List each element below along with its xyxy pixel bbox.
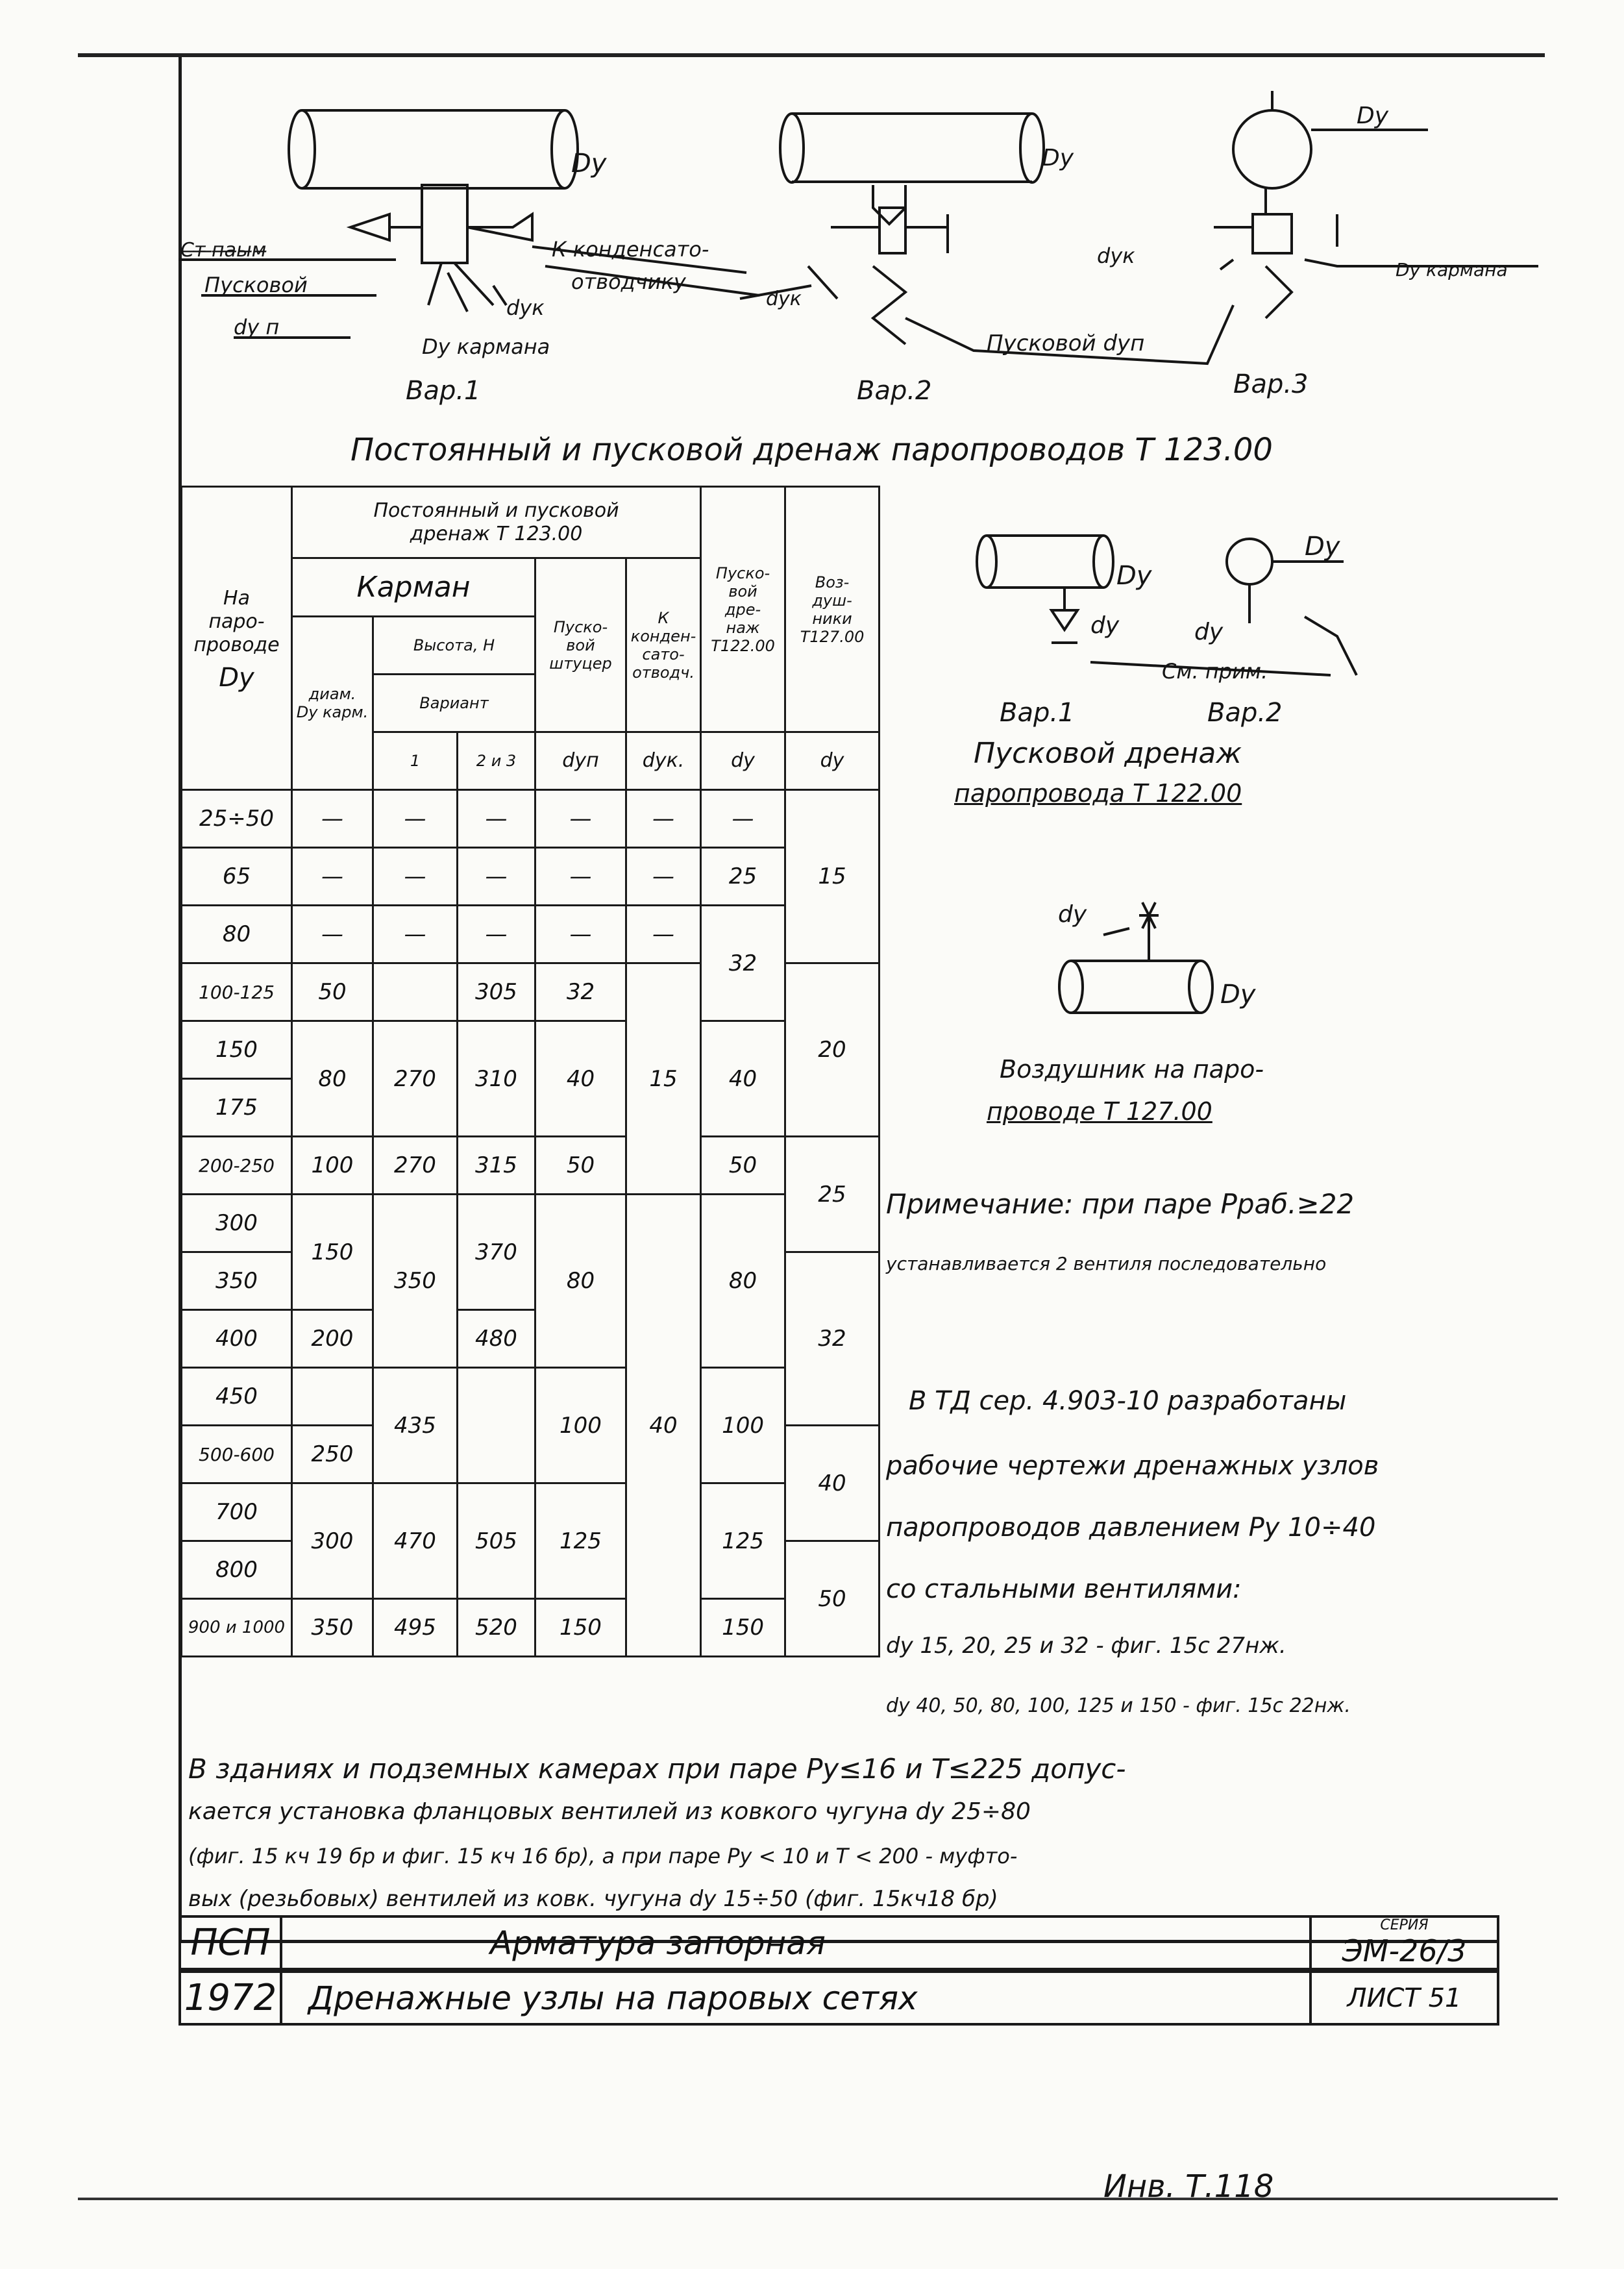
start-drain-header: Пуско- вой дре- наж Т122.00 bbox=[701, 487, 785, 732]
height-header: Высота, Н bbox=[373, 617, 535, 675]
table-row bbox=[182, 790, 880, 848]
start-drain-var1: Вар.1 bbox=[1000, 698, 1075, 728]
table-cell: 200-250 bbox=[182, 1137, 292, 1195]
table-cell: 435 bbox=[373, 1368, 458, 1483]
variant-23-header: 2 и 3 bbox=[458, 732, 535, 790]
table-row bbox=[182, 848, 880, 906]
table-cell: 80 bbox=[292, 1021, 373, 1137]
stamp-sheet: ЛИСТ 51 bbox=[1309, 1970, 1499, 2026]
start-drain-caption-1: Пусковой дренаж bbox=[974, 737, 1242, 770]
var1-annot-3: dу п bbox=[234, 315, 280, 340]
note-line-5: паропроводов давлением Ру 10÷40 bbox=[886, 1513, 1376, 1543]
var3-dyk-label: dук bbox=[1097, 243, 1135, 268]
table-cell bbox=[458, 1368, 535, 1483]
table-cell: 65 bbox=[182, 848, 292, 906]
table-cell: — bbox=[458, 790, 535, 848]
table-cell: 100 bbox=[701, 1368, 785, 1483]
table-cell: — bbox=[535, 848, 626, 906]
table-cell: 50 bbox=[785, 1541, 880, 1657]
var2-dyk-label: dук bbox=[766, 288, 802, 310]
drain-table bbox=[180, 486, 880, 1657]
table-row bbox=[182, 1137, 880, 1195]
start-drain-dy-small-2: dу bbox=[1194, 619, 1224, 645]
air-vent-caption-1: Воздушник на паро- bbox=[1000, 1055, 1264, 1084]
table-cell: 250 bbox=[292, 1426, 373, 1483]
variant-header: Вариант bbox=[373, 675, 535, 732]
table-cell bbox=[292, 1368, 373, 1426]
var2-drain-label: Пусковой dуп bbox=[987, 330, 1145, 356]
table-cell: 310 bbox=[458, 1021, 535, 1137]
note-line-8: dу 40, 50, 80, 100, 125 и 150 - фиг. 15с 22нж. bbox=[886, 1694, 1351, 1717]
table-cell: 305 bbox=[458, 963, 535, 1021]
diam-header: диам. Dу карм. bbox=[292, 617, 373, 790]
table-cell: 40 bbox=[626, 1195, 701, 1657]
table-cell: 150 bbox=[535, 1599, 626, 1657]
bottom-note-2: кается установка фланцовых вентилей из ковкого чугуна dу 25÷80 bbox=[188, 1798, 1031, 1825]
table-cell: — bbox=[373, 848, 458, 906]
table-cell: — bbox=[626, 790, 701, 848]
table-cell: — bbox=[292, 906, 373, 963]
table-cell: 480 bbox=[458, 1310, 535, 1368]
air-vent-dy: Dу bbox=[1220, 980, 1256, 1010]
start-drain-dy-2: Dу bbox=[1305, 532, 1340, 562]
title-block bbox=[178, 1915, 1499, 2026]
table-cell: 40 bbox=[535, 1021, 626, 1137]
dup-header: dуп bbox=[535, 732, 626, 790]
table-cell: 505 bbox=[458, 1483, 535, 1599]
stamp-title: Арматура запорная bbox=[280, 1915, 1312, 1970]
table-cell: 350 bbox=[292, 1599, 373, 1657]
table-cell: 50 bbox=[292, 963, 373, 1021]
table-cell: 100-125 bbox=[182, 963, 292, 1021]
table-cell: 315 bbox=[458, 1137, 535, 1195]
table-cell: 80 bbox=[182, 906, 292, 963]
table-cell: — bbox=[535, 906, 626, 963]
table-row bbox=[182, 1195, 880, 1252]
table-cell: 175 bbox=[182, 1079, 292, 1137]
table-cell: 40 bbox=[785, 1426, 880, 1541]
table-cell: 80 bbox=[701, 1195, 785, 1368]
col-dy-header: На паро- проводе Dу bbox=[182, 487, 292, 790]
var3-dy-label: Dу bbox=[1357, 103, 1389, 129]
air-vent-dy-small: dу bbox=[1058, 901, 1087, 928]
stamp-subtitle: Дренажные узлы на паровых сетях bbox=[280, 1970, 1312, 2026]
table-cell: — bbox=[292, 790, 373, 848]
start-drain-note: См. прим. bbox=[1162, 659, 1268, 684]
var1-dyk-label: dук bbox=[506, 295, 545, 320]
bottom-note-1: В зданиях и подземных камерах при паре Ру≤16 и Т≤225 допус- bbox=[188, 1753, 1126, 1785]
pocket-header: Карман bbox=[292, 558, 535, 617]
air-dy-header: dу bbox=[785, 732, 880, 790]
var1-condensate-2: отводчику bbox=[571, 269, 686, 294]
var3-pocket-label: Dу кармана bbox=[1396, 259, 1508, 280]
stamp-series: ЭМ-26/3 bbox=[1342, 1933, 1467, 1968]
table-cell: 125 bbox=[701, 1483, 785, 1599]
table-cell: 15 bbox=[626, 963, 701, 1195]
stamp-org: ПСП bbox=[178, 1915, 282, 1970]
var2-dy-label: Dу bbox=[1042, 145, 1074, 171]
table-cell: — bbox=[535, 790, 626, 848]
note-line-6: со стальными вентилями: bbox=[886, 1574, 1242, 1604]
table-cell: 100 bbox=[535, 1368, 626, 1483]
var1-label: Вар.1 bbox=[406, 376, 481, 406]
bottom-note-3: (фиг. 15 кч 19 бр и фиг. 15 кч 16 бр), а при паре Ру < 10 и Т < 200 - муфто- bbox=[188, 1844, 1018, 1868]
table-row bbox=[182, 1599, 880, 1657]
note-line-2: устанавливается 2 вентиля последовательно bbox=[886, 1253, 1327, 1274]
dyk-header: dук. bbox=[626, 732, 701, 790]
start-drain-var2: Вар.2 bbox=[1207, 698, 1283, 728]
note-line-3: В ТД сер. 4.903-10 разработаны bbox=[909, 1386, 1347, 1416]
start-drain-caption-2: паропровода Т 122.00 bbox=[954, 779, 1242, 808]
stamp-series-label: СЕРИЯ bbox=[1380, 1917, 1429, 1933]
stamp-year: 1972 bbox=[178, 1970, 282, 2026]
table-cell: 50 bbox=[701, 1137, 785, 1195]
main-title: Постоянный и пусковой дренаж паропроводов Т 123.00 bbox=[351, 432, 1273, 468]
table-cell: 450 bbox=[182, 1368, 292, 1426]
table-cell: 80 bbox=[535, 1195, 626, 1368]
note-line-1: Примечание: при паре Рраб.≥22 bbox=[886, 1188, 1355, 1220]
table-cell: 900 и 1000 bbox=[182, 1599, 292, 1657]
table-cell: 32 bbox=[701, 906, 785, 1021]
start-drain-dy-1: Dу bbox=[1116, 561, 1152, 591]
note-line-7: dу 15, 20, 25 и 32 - фиг. 15с 27нж. bbox=[886, 1633, 1286, 1659]
var1-annot-2: Пусковой bbox=[204, 273, 308, 297]
air-vent-caption-2: проводе Т 127.00 bbox=[987, 1097, 1212, 1126]
table-row bbox=[182, 906, 880, 963]
table-cell: — bbox=[458, 906, 535, 963]
table-cell: 370 bbox=[458, 1195, 535, 1310]
note-line-4: рабочие чертежи дренажных узлов bbox=[886, 1451, 1379, 1481]
table-cell: — bbox=[373, 906, 458, 963]
table-cell: 800 bbox=[182, 1541, 292, 1599]
table-cell: 25 bbox=[701, 848, 785, 906]
bottom-note-4: вых (резьбовых) вентилей из ковк. чугуна dу 15÷50 (фиг. 15кч18 бр) bbox=[188, 1886, 998, 1912]
table-cell: 700 bbox=[182, 1483, 292, 1541]
var1-dy-label: Dу bbox=[571, 149, 607, 179]
var1-condensate-1: К конденсато- bbox=[552, 237, 709, 262]
table-cell: 20 bbox=[785, 963, 880, 1137]
to-condensate-header: К конден- сато- отводч. bbox=[626, 558, 701, 732]
table-cell: — bbox=[458, 848, 535, 906]
table-cell: 125 bbox=[535, 1483, 626, 1599]
table-cell: — bbox=[626, 848, 701, 906]
table-cell: 495 bbox=[373, 1599, 458, 1657]
table-cell: 150 bbox=[292, 1195, 373, 1310]
table-cell: 500-600 bbox=[182, 1426, 292, 1483]
table-cell: 32 bbox=[785, 1252, 880, 1426]
table-row bbox=[182, 1483, 880, 1541]
table-cell: 15 bbox=[785, 790, 880, 963]
stamp-series-box bbox=[1309, 1915, 1499, 1970]
table-cell: 32 bbox=[535, 963, 626, 1021]
table-cell: 25÷50 bbox=[182, 790, 292, 848]
var1-pocket-label: Dу кармана bbox=[422, 334, 550, 359]
table-cell: 40 bbox=[701, 1021, 785, 1137]
air-vent-header: Воз- душ- ники Т127.00 bbox=[785, 487, 880, 732]
table-cell: 300 bbox=[292, 1483, 373, 1599]
table-cell: — bbox=[373, 790, 458, 848]
table-cell: 100 bbox=[292, 1137, 373, 1195]
table-row bbox=[182, 1368, 880, 1426]
table-cell: 25 bbox=[785, 1137, 880, 1252]
table-cell: 350 bbox=[182, 1252, 292, 1310]
start-fitting-header: Пуско- вой штуцер bbox=[535, 558, 626, 732]
group-title: Постоянный и пусковой дренаж Т 123.00 bbox=[292, 487, 701, 558]
table-row bbox=[182, 1021, 880, 1079]
table-cell: 200 bbox=[292, 1310, 373, 1368]
table-cell: 350 bbox=[373, 1195, 458, 1368]
table-cell: 520 bbox=[458, 1599, 535, 1657]
start-drain-dy-small-1: dу bbox=[1090, 612, 1120, 639]
var1-annot-1: С̶т̶ ̶п̶а̶ы̶м̶ bbox=[180, 239, 267, 262]
table-cell: — bbox=[292, 848, 373, 906]
table-cell: 400 bbox=[182, 1310, 292, 1368]
table-cell: 270 bbox=[373, 1021, 458, 1137]
inventory-signature: Инв. Т.118 bbox=[1103, 2168, 1274, 2205]
table-cell: 470 bbox=[373, 1483, 458, 1599]
table-cell: 150 bbox=[701, 1599, 785, 1657]
variant-1-header: 1 bbox=[373, 732, 458, 790]
var2-label: Вар.2 bbox=[857, 376, 932, 406]
var3-label: Вар.3 bbox=[1233, 369, 1309, 399]
table-cell: 150 bbox=[182, 1021, 292, 1079]
table-cell bbox=[373, 963, 458, 1021]
table-cell: — bbox=[701, 790, 785, 848]
table-cell: — bbox=[626, 906, 701, 963]
table-cell: 300 bbox=[182, 1195, 292, 1252]
table-cell: 270 bbox=[373, 1137, 458, 1195]
table-cell: 50 bbox=[535, 1137, 626, 1195]
sd-dy-header: dу bbox=[701, 732, 785, 790]
